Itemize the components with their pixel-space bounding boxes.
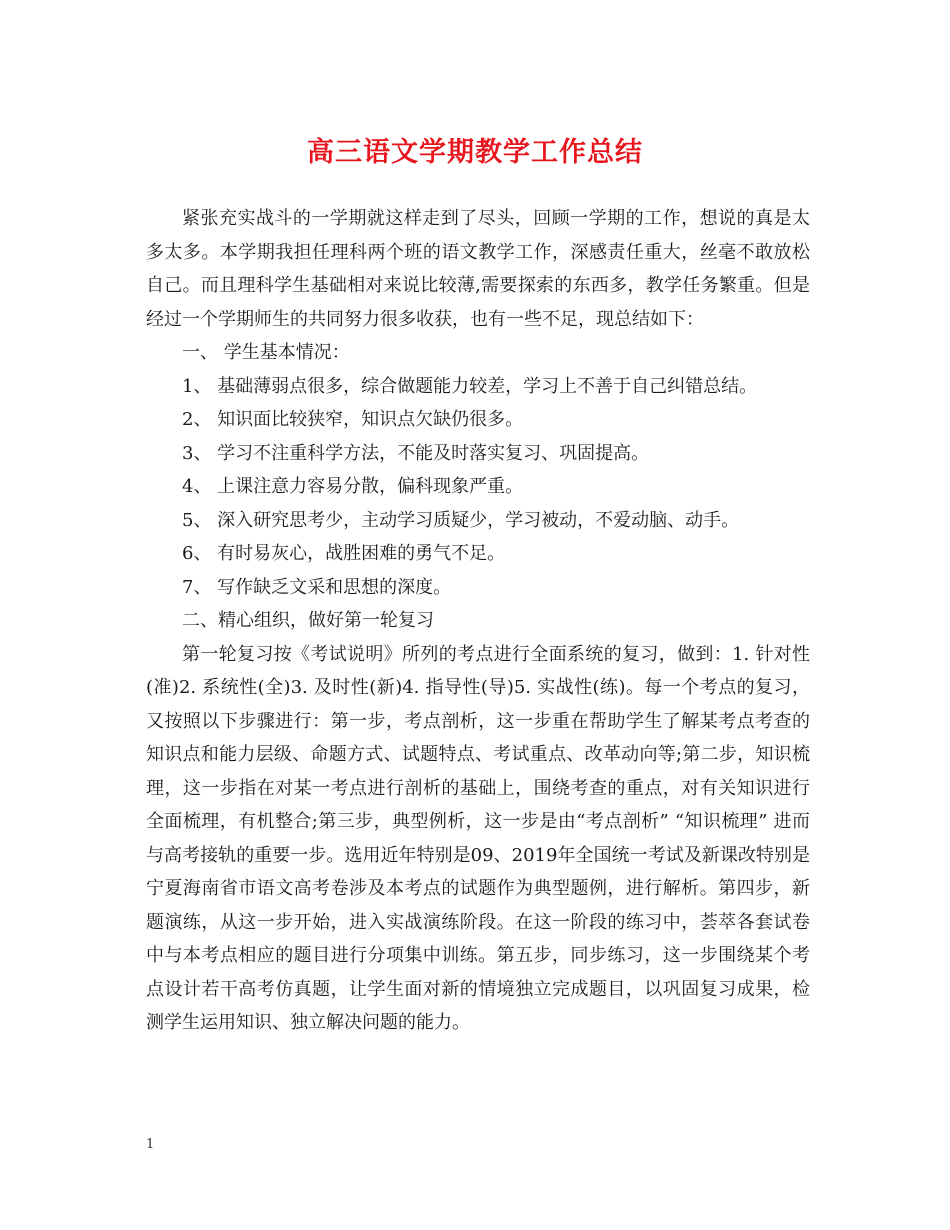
page-title: 高三语文学期教学工作总结: [307, 137, 643, 168]
list-item: 5、 深入研究思考少，主动学习质疑少，学习被动，不爱动脑、动手。: [182, 509, 740, 531]
section-heading-first-review: 二、精心组织，做好第一轮复习: [182, 610, 434, 631]
section-heading-student-situation: 一、 学生基本情况：: [182, 342, 350, 363]
page-number: 1: [146, 1137, 155, 1152]
intro-paragraph: 紧张充实战斗的一学期就这样走到了尽头，回顾一学期的工作，想说的真是太多太多。本学期我担任理科两个班的语文教学工作，深感责任重大，丝毫不敢放松自己。而且理科学生基础相对来说比较薄,需要探索的东西多，教学任务繁重。但是经过一个学期师生的共同努力很多收获，也有一些不足，现总结如下：: [146, 208, 810, 330]
list-item: 4、 上课注意力容易分散，偏科现象严重。: [182, 476, 524, 497]
list-item: 7、 写作缺乏文采和思想的深度。: [182, 576, 452, 598]
list-item: 2、 知识面比较狭窄，知识点欠缺仍很多。: [182, 409, 524, 430]
list-item: 3、 学习不注重科学方法，不能及时落实复习、巩固提高。: [182, 442, 650, 464]
list-item: 6、 有时易灰心，战胜困难的勇气不足。: [182, 543, 506, 564]
list-item: 1、 基础薄弱点很多，综合做题能力较差，学习上不善于自己纠错总结。: [182, 375, 758, 397]
review-paragraph: 第一轮复习按《考试说明》所列的考点进行全面系统的复习，做到：1. 针对性(准)2. 系统性(全)3. 及时性(新)4. 指导性(导)5. 实战性(练)。每一个考点的复习，又按照以下步骤进行：第一步，考点剖析，这一步重在帮助学生了解某考点考查的知识点和能力层级、命题方式、试题特点、考试重点、改革动向等;第二步，知识梳理，这一步指在对某一考点进行剖析的基础上，围绕考查的重点，对有关知识进行全面梳理，有机整合;第三步，典型例析，这一步是由“考点剖析” “知识梳理” 进而与高考接轨的重要一步。选用近年特别是09、2019年全国统一考试及新课改特别是宁夏海南省市语文高考卷涉及本考点的试题作为典型题例，进行解析。第四步，新题演练，从这一步开始，进入实战演练阶段。在这一阶段的练习中，荟萃各套试卷中与本考点相应的题目进行分项集中训练。第五步，同步练习，这一步围绕某个考点设计若干高考仿真题，让学生面对新的情境独立完成题目，以巩固复习成果，检测学生运用知识、独立解决问题的能力。: [146, 643, 810, 1033]
document-body: [146, 202, 810, 1040]
